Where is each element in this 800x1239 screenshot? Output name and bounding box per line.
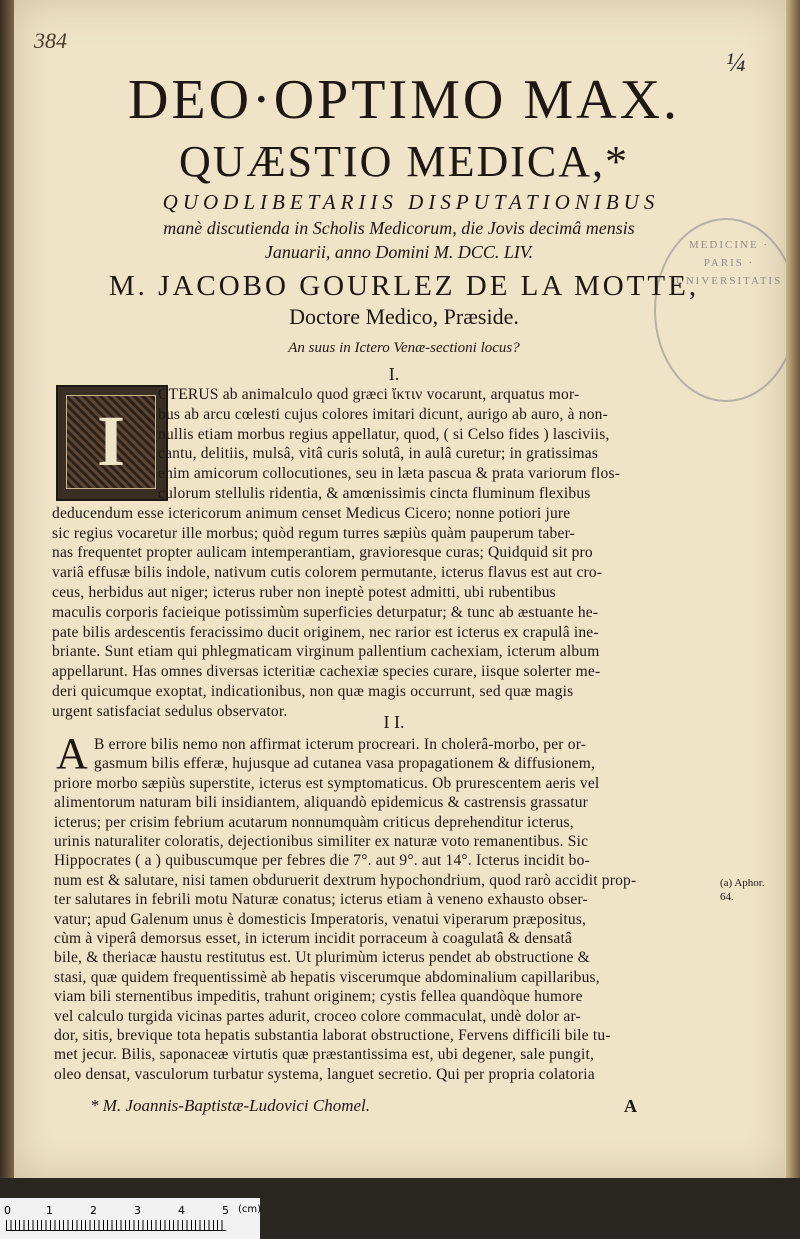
text-line: ceus, herbidus aut niger; icterus ruber non ineptè potest admitti, ubi rubentibus [52, 584, 556, 601]
text-line: appellarunt. Has omnes diversas icteritiæ cachexiæ species curare, iisque solerter me- [52, 663, 601, 681]
title-date-line1: manè discutienda in Scholis Medicorum, die Jovis decimâ mensis [163, 218, 635, 238]
margin-note-line: 64. [720, 891, 734, 903]
section-1-number: I. [388, 364, 400, 384]
title-disputationibus: QUODLIBETARIIS DISPUTATIONIBUS [162, 190, 660, 214]
text-line: dor, sitis, brevique tota hepatis substantia laborat obstructione, Fervens difficili bile tu- [54, 1027, 611, 1044]
page-number: 384 [34, 28, 67, 53]
scale-ruler [0, 1198, 260, 1239]
text-line: stasi, quæ quidem frequentissimè ab hepatis viscerumque abdominalium capillaribus, [54, 968, 600, 986]
text-line: enim amicorum collocutiones, seu in læta pascua & prata variorum flos- [158, 465, 621, 483]
text-line: briante. Sunt etiam qui phlegmaticam virginum pallentium cachexiam, icterum album [52, 643, 600, 661]
ruler-label: 4 [178, 1204, 185, 1217]
text-line: urgent satisfaciat sedulus observator. [52, 702, 288, 720]
text-line: B errore bilis nemo non affirmat icterum procreari. In cholerâ-morbo, per or- [94, 736, 587, 753]
footnote: * M. Joannis-Baptistæ-Ludovici Chomel. [90, 1096, 371, 1115]
shelfmark: ¼ [726, 48, 746, 77]
question-title: An suus in Ictero Venæ-sectioni locus? [288, 340, 520, 356]
margin-note-line: (a) Aphor. [720, 877, 765, 889]
text-line: ter salutares in febrili motu Naturæ conatus; icterus etiam à veneno exhausto obser- [54, 891, 588, 909]
text-line: deducendum esse ictericorum animum censet Medicus Cicero; nonne potiori jure [52, 504, 571, 522]
library-stamp-text: MEDICINE · PARIS · UNIVERSITATIS [675, 239, 783, 287]
praeses-name: M. JACOBO GOURLEZ DE LA MOTTE, [108, 270, 700, 302]
text-line: num est & salutare, nisi tamen obduruerit dextrum hypochondrium, quod rarò accidit prop- [54, 871, 637, 889]
signature-mark: A [624, 1096, 637, 1116]
text-line: met jecur. Bilis, saponaceæ virtutis quæ præstantissima est, ubi degener, sale pungit, [54, 1046, 595, 1064]
text-line: pate bilis ardescentis feracissimo ducit originem, nec rarior est icterus ex crapulâ ine- [52, 623, 599, 641]
page-edge [786, 0, 800, 1178]
document-page [14, 0, 786, 1178]
text-line: nas frequentet propter aulicam intemperantiam, gravioresque curas; Quidquid sit pro [52, 544, 593, 562]
text-line: maculis corporis facieique potissimùm superficies deturpatur; & tunc ab æstuante he- [52, 603, 599, 621]
text-line: sic regius vocaretur ille morbus; quòd regum turres sæpiùs quàm pauperum taber- [52, 524, 575, 542]
ruler-label: 3 [134, 1204, 141, 1217]
text-line: bus ab arcu cœlesti cujus colores imitari dicunt, aurigo ab auro, à non- [158, 405, 608, 423]
text-line: urinis naturaliter coloratis, dejectionibus similiter ex naturæ voto remanentibus. Sic [54, 833, 589, 850]
title-dedication: DEO·OPTIMO MAX. [127, 69, 681, 131]
text-line: alimentorum naturam bili insidiantem, aliquandò epidemicus & castrensis grassatur [54, 794, 589, 812]
title-quaestio: QUÆSTIO MEDICA,* [179, 137, 629, 186]
text-line: cantu, delitiis, mulsâ, vitâ curis solutâ, in aulâ curetur; in gratissimas [158, 445, 599, 463]
decorated-initial [56, 385, 168, 501]
initial-letter: I [96, 401, 126, 481]
initial-ornament [66, 395, 156, 489]
text-line: priore morbo sæpiùs superstite, icterus est symptomaticus. Ob prurescentem aeris vel [54, 774, 600, 792]
ruler-label: 2 [90, 1204, 97, 1217]
ruler-ticks [6, 1220, 226, 1231]
section-2-number: I I. [383, 712, 405, 732]
text-line: vatur; apud Galenum unus è domesticis Imperatoris, venatui viperarum præpositus, [54, 910, 587, 928]
text-line: CTERUS ab animalculo quod græci ἴκτιν vocarunt, arquatus mor- [158, 386, 580, 403]
text-line: culorum stellulis ridentia, & amœnissimis cincta fluminum flexibus [158, 485, 591, 502]
text-line: nullis etiam morbus regius appellatur, quod, ( si Celso fides ) lasciviis, [158, 425, 610, 443]
text-line: gasmum bilis efferæ, hujusque ad cutanea vasa propagationem & diffusionem, [94, 755, 596, 773]
text-line: deri quicumque exoptat, indicationibus, non quæ magis occurrunt, sed quæ magis [52, 683, 574, 700]
text-line: bile, & theriacæ haustu restitutus est. Ut plurimùm icterus pendet ab obstructione & [54, 949, 590, 967]
text-line: cùm à viperâ demorsus esset, in icterum incidit porraceum à coagulatâ & densatâ [54, 930, 573, 947]
title-date-line2: Januarii, anno Domini M. DCC. LIV. [264, 242, 534, 262]
section-2-capital: A [56, 729, 88, 778]
praeses-title: Doctore Medico, Præside. [289, 304, 519, 329]
ruler-label: 1 [46, 1204, 53, 1217]
ruler-unit: (cm) [238, 1204, 262, 1215]
text-line: oleo densat, vasculorum turbatur systema, languet secretio. Qui per propria colatoria [54, 1065, 595, 1083]
text-line: icterus; per crisim febrium acutarum nonnumquàm criticus deprehenditur icterus, [54, 813, 574, 831]
margin-note [720, 876, 765, 904]
text-line: vel calculo turgida vicinas partes adurit, croceo colore commaculat, undè dolor ar- [54, 1007, 581, 1025]
text-line: Hippocrates ( a ) quibuscumque per febres die 7°. aut 9°. aut 14°. Icterus incidit bo- [54, 852, 590, 870]
ruler-label: 0 [4, 1204, 11, 1217]
ruler-label: 5 [222, 1204, 229, 1217]
text-line: variâ effusæ bilis indole, nativum cutis colorem permutante, icterus flavus est aut cro- [52, 564, 603, 582]
text-line: viam bili sternentibus impeditis, trahunt originem; cystis fellea quandòque humore [54, 988, 583, 1006]
book-gutter [0, 0, 14, 1178]
